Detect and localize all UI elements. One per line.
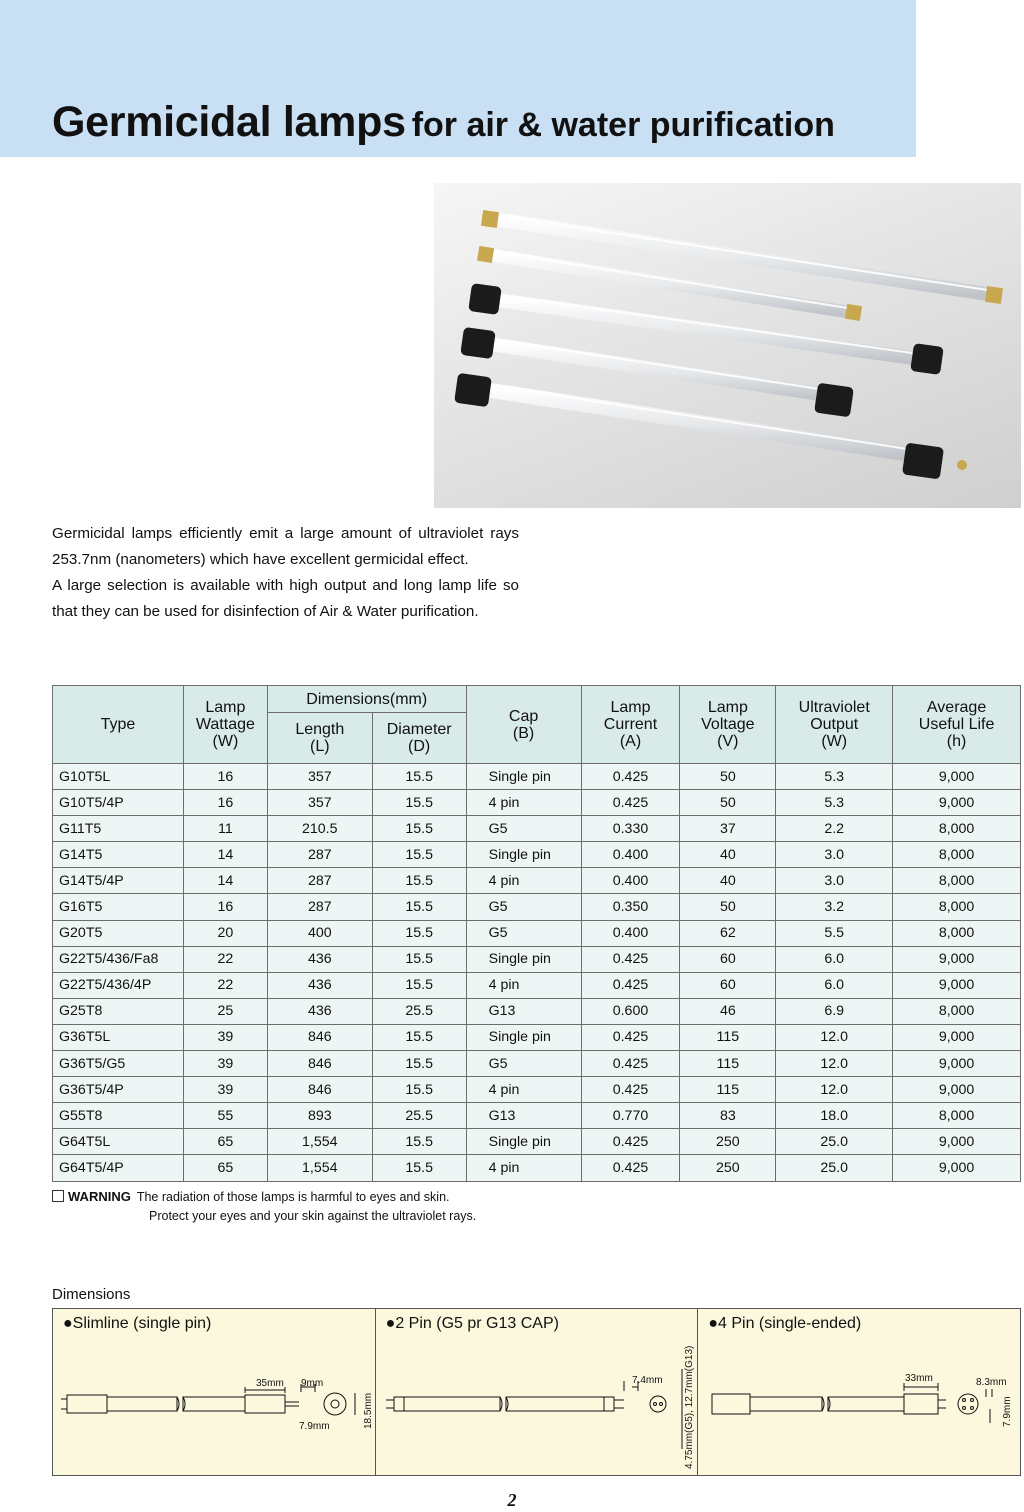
dim-label: 9mm: [301, 1378, 324, 1389]
cell-uv-output: 5.5: [776, 920, 893, 946]
cell-diameter: 15.5: [372, 868, 466, 894]
cell-current: 0.425: [581, 790, 680, 816]
cell-length: 436: [267, 972, 372, 998]
cell-uv-output: 25.0: [776, 1155, 893, 1181]
dimensions-panel-slimline: [53, 1309, 375, 1475]
cell-cap: G5: [466, 816, 581, 842]
header-wattage: Lamp Wattage (W): [183, 686, 267, 764]
cell-cap: 4 pin: [466, 790, 581, 816]
intro-paragraph-1: Germicidal lamps efficiently emit a large amount of ultraviolet rays 253.7nm (nanometers) which have excellent germicidal effect.: [52, 525, 519, 568]
header-type: Type: [53, 686, 184, 764]
table-row: [53, 868, 1021, 894]
dim-label: 35mm: [256, 1378, 284, 1389]
dim-label: 4.75mm(G5), 12.7mm(G13): [683, 1345, 695, 1469]
dim-label: 8.3mm: [976, 1377, 1007, 1388]
cell-length: 1,554: [267, 1155, 372, 1181]
title-main: Germicidal lamps: [52, 98, 406, 146]
cell-diameter: 15.5: [372, 1051, 466, 1077]
header-uv-output: Ultraviolet Output (W): [776, 686, 893, 764]
cell-voltage: 115: [680, 1051, 776, 1077]
table-row: [53, 972, 1021, 998]
cell-current: 0.425: [581, 1155, 680, 1181]
cell-uv-output: 12.0: [776, 1051, 893, 1077]
cell-voltage: 60: [680, 972, 776, 998]
cell-wattage: 11: [183, 816, 267, 842]
table-row: [53, 1024, 1021, 1050]
cell-diameter: 15.5: [372, 764, 466, 790]
cell-wattage: 16: [183, 894, 267, 920]
cell-uv-output: 3.0: [776, 868, 893, 894]
cell-length: 400: [267, 920, 372, 946]
cell-current: 0.770: [581, 1103, 680, 1129]
cell-current: 0.425: [581, 1077, 680, 1103]
cell-voltage: 250: [680, 1155, 776, 1181]
cell-useful-life: 8,000: [893, 842, 1021, 868]
cell-diameter: 15.5: [372, 790, 466, 816]
dimensions-heading: Dimensions: [52, 1286, 131, 1303]
cell-cap: Single pin: [466, 842, 581, 868]
cell-diameter: 15.5: [372, 816, 466, 842]
table-row: [53, 790, 1021, 816]
intro-text: [52, 521, 519, 625]
header-dimensions: Dimensions(mm): [267, 686, 466, 713]
cell-cap: G13: [466, 998, 581, 1024]
cell-useful-life: 8,000: [893, 920, 1021, 946]
cell-useful-life: 8,000: [893, 894, 1021, 920]
table-row: [53, 946, 1021, 972]
cell-voltage: 83: [680, 1103, 776, 1129]
cell-current: 0.330: [581, 816, 680, 842]
cell-voltage: 250: [680, 1129, 776, 1155]
cell-length: 893: [267, 1103, 372, 1129]
specs-table: [52, 685, 1021, 1182]
cell-cap: Single pin: [466, 1024, 581, 1050]
panel-title: ●4 Pin (single-ended): [708, 1315, 862, 1332]
table-row: [53, 764, 1021, 790]
cell-diameter: 15.5: [372, 842, 466, 868]
cell-type: G14T5/4P: [53, 868, 184, 894]
table-row: [53, 894, 1021, 920]
cell-length: 436: [267, 946, 372, 972]
cell-wattage: 39: [183, 1024, 267, 1050]
dim-label: 7.4mm: [631, 1375, 663, 1386]
cell-voltage: 115: [680, 1024, 776, 1050]
cell-diameter: 15.5: [372, 1155, 466, 1181]
header-diameter: Diameter (D): [372, 713, 466, 764]
cell-length: 436: [267, 998, 372, 1024]
cell-voltage: 40: [680, 868, 776, 894]
cell-cap: 4 pin: [466, 1077, 581, 1103]
cell-cap: G13: [466, 1103, 581, 1129]
cell-current: 0.350: [581, 894, 680, 920]
cell-uv-output: 12.0: [776, 1024, 893, 1050]
cell-length: 210.5: [267, 816, 372, 842]
lamp-5: [454, 373, 967, 480]
dim-label: 18.5mm: [363, 1392, 374, 1429]
cell-current: 0.425: [581, 764, 680, 790]
cell-voltage: 60: [680, 946, 776, 972]
panel-title: ●2 Pin (G5 pr G13 CAP): [385, 1315, 559, 1332]
cell-useful-life: 8,000: [893, 1103, 1021, 1129]
cell-voltage: 62: [680, 920, 776, 946]
cell-current: 0.600: [581, 998, 680, 1024]
cell-useful-life: 9,000: [893, 790, 1021, 816]
cell-length: 287: [267, 868, 372, 894]
cell-type: G11T5: [53, 816, 184, 842]
cell-voltage: 46: [680, 998, 776, 1024]
dim-label: 7.9mm: [299, 1421, 330, 1432]
cell-diameter: 15.5: [372, 1129, 466, 1155]
dim-label: 33mm: [905, 1373, 934, 1384]
cell-current: 0.425: [581, 972, 680, 998]
cell-diameter: 15.5: [372, 972, 466, 998]
cell-cap: 4 pin: [466, 972, 581, 998]
cell-diameter: 25.5: [372, 1103, 466, 1129]
cell-wattage: 16: [183, 790, 267, 816]
table-row: [53, 842, 1021, 868]
lamps-photo: [434, 183, 1021, 508]
cell-wattage: 39: [183, 1051, 267, 1077]
cell-useful-life: 9,000: [893, 1024, 1021, 1050]
cell-length: 287: [267, 842, 372, 868]
cell-cap: G5: [466, 920, 581, 946]
cell-uv-output: 18.0: [776, 1103, 893, 1129]
cell-wattage: 14: [183, 868, 267, 894]
cell-type: G36T5/4P: [53, 1077, 184, 1103]
cell-type: G64T5L: [53, 1129, 184, 1155]
cell-uv-output: 25.0: [776, 1129, 893, 1155]
two-pin-diagram: [376, 1309, 698, 1477]
cell-uv-output: 3.2: [776, 894, 893, 920]
header-voltage: Lamp Voltage (V): [680, 686, 776, 764]
cell-uv-output: 5.3: [776, 764, 893, 790]
cell-diameter: 15.5: [372, 920, 466, 946]
cell-wattage: 20: [183, 920, 267, 946]
table-row: [53, 1129, 1021, 1155]
header-current: Lamp Current (A): [581, 686, 680, 764]
cell-current: 0.425: [581, 1129, 680, 1155]
cell-cap: Single pin: [466, 946, 581, 972]
table-row: [53, 920, 1021, 946]
dimensions-panel-2pin: [375, 1309, 698, 1475]
cell-useful-life: 9,000: [893, 1155, 1021, 1181]
cell-diameter: 15.5: [372, 1024, 466, 1050]
table-row: [53, 1155, 1021, 1181]
table-row: [53, 998, 1021, 1024]
cell-voltage: 50: [680, 790, 776, 816]
header-useful-life: Average Useful Life (h): [893, 686, 1021, 764]
cell-uv-output: 5.3: [776, 790, 893, 816]
warning-label: WARNING: [68, 1189, 131, 1204]
cell-length: 357: [267, 790, 372, 816]
cell-useful-life: 9,000: [893, 1051, 1021, 1077]
cell-useful-life: 9,000: [893, 972, 1021, 998]
cell-type: G36T5/G5: [53, 1051, 184, 1077]
checkbox-icon: [52, 1190, 64, 1202]
warning-line-2: Protect your eyes and your skin against the ultraviolet rays.: [149, 1209, 477, 1223]
cell-wattage: 22: [183, 972, 267, 998]
table-row: [53, 1051, 1021, 1077]
cell-voltage: 37: [680, 816, 776, 842]
dimensions-panel-4pin: [697, 1309, 1020, 1475]
cell-useful-life: 8,000: [893, 868, 1021, 894]
cell-cap: Single pin: [466, 764, 581, 790]
cell-uv-output: 6.9: [776, 998, 893, 1024]
cell-wattage: 16: [183, 764, 267, 790]
cell-diameter: 15.5: [372, 894, 466, 920]
intro-paragraph-2: A large selection is available with high output and long lamp life so that they can be used for disinfection of Air & Water purification.: [52, 577, 519, 620]
cell-useful-life: 9,000: [893, 1077, 1021, 1103]
cell-cap: 4 pin: [466, 1155, 581, 1181]
cell-type: G25T8: [53, 998, 184, 1024]
cell-useful-life: 9,000: [893, 946, 1021, 972]
cell-uv-output: 2.2: [776, 816, 893, 842]
dimensions-box: [52, 1308, 1021, 1476]
cell-wattage: 39: [183, 1077, 267, 1103]
cell-type: G16T5: [53, 894, 184, 920]
cell-uv-output: 6.0: [776, 946, 893, 972]
cell-uv-output: 6.0: [776, 972, 893, 998]
cell-current: 0.400: [581, 868, 680, 894]
cell-type: G64T5/4P: [53, 1155, 184, 1181]
cell-type: G10T5L: [53, 764, 184, 790]
panel-title: ●Slimline (single pin): [63, 1315, 212, 1332]
cell-useful-life: 8,000: [893, 816, 1021, 842]
cell-diameter: 15.5: [372, 1077, 466, 1103]
cell-diameter: 15.5: [372, 946, 466, 972]
page-number: 2: [507, 1490, 517, 1510]
warning-note: [52, 1187, 476, 1226]
cell-voltage: 50: [680, 764, 776, 790]
cell-length: 1,554: [267, 1129, 372, 1155]
specs-table-body: [53, 764, 1021, 1182]
slimline-diagram: [53, 1309, 375, 1477]
cell-length: 846: [267, 1077, 372, 1103]
header-cap: Cap (B): [466, 686, 581, 764]
cell-current: 0.400: [581, 920, 680, 946]
cell-cap: 4 pin: [466, 868, 581, 894]
cell-type: G20T5: [53, 920, 184, 946]
cell-cap: Single pin: [466, 1129, 581, 1155]
cell-current: 0.425: [581, 1024, 680, 1050]
table-row: [53, 816, 1021, 842]
cell-voltage: 50: [680, 894, 776, 920]
dim-label: 7.9mm: [1002, 1396, 1014, 1427]
cell-current: 0.400: [581, 842, 680, 868]
cell-cap: G5: [466, 1051, 581, 1077]
cell-useful-life: 9,000: [893, 764, 1021, 790]
cell-wattage: 65: [183, 1129, 267, 1155]
table-row: [53, 1103, 1021, 1129]
cell-voltage: 115: [680, 1077, 776, 1103]
cell-wattage: 65: [183, 1155, 267, 1181]
four-pin-diagram: [698, 1309, 1020, 1477]
table-row: [53, 1077, 1021, 1103]
cell-diameter: 25.5: [372, 998, 466, 1024]
cell-useful-life: 8,000: [893, 998, 1021, 1024]
cell-wattage: 22: [183, 946, 267, 972]
cell-useful-life: 9,000: [893, 1129, 1021, 1155]
cell-type: G22T5/436/4P: [53, 972, 184, 998]
cell-length: 357: [267, 764, 372, 790]
cell-uv-output: 12.0: [776, 1077, 893, 1103]
cell-type: G14T5: [53, 842, 184, 868]
title-sub: for air & water purification: [411, 106, 835, 144]
cell-type: G36T5L: [53, 1024, 184, 1050]
cell-type: G22T5/436/Fa8: [53, 946, 184, 972]
header-length: Length (L): [267, 713, 372, 764]
cell-length: 846: [267, 1051, 372, 1077]
cell-current: 0.425: [581, 946, 680, 972]
page-title: [52, 98, 835, 147]
cell-voltage: 40: [680, 842, 776, 868]
cell-type: G55T8: [53, 1103, 184, 1129]
cell-cap: G5: [466, 894, 581, 920]
cell-type: G10T5/4P: [53, 790, 184, 816]
cell-wattage: 25: [183, 998, 267, 1024]
cell-wattage: 55: [183, 1103, 267, 1129]
lamp-3: [468, 283, 944, 375]
cell-current: 0.425: [581, 1051, 680, 1077]
cell-length: 846: [267, 1024, 372, 1050]
cell-wattage: 14: [183, 842, 267, 868]
lamps-illustration: [434, 183, 1021, 508]
cell-length: 287: [267, 894, 372, 920]
warning-line-1: The radiation of those lamps is harmful to eyes and skin.: [136, 1190, 450, 1204]
cell-uv-output: 3.0: [776, 842, 893, 868]
